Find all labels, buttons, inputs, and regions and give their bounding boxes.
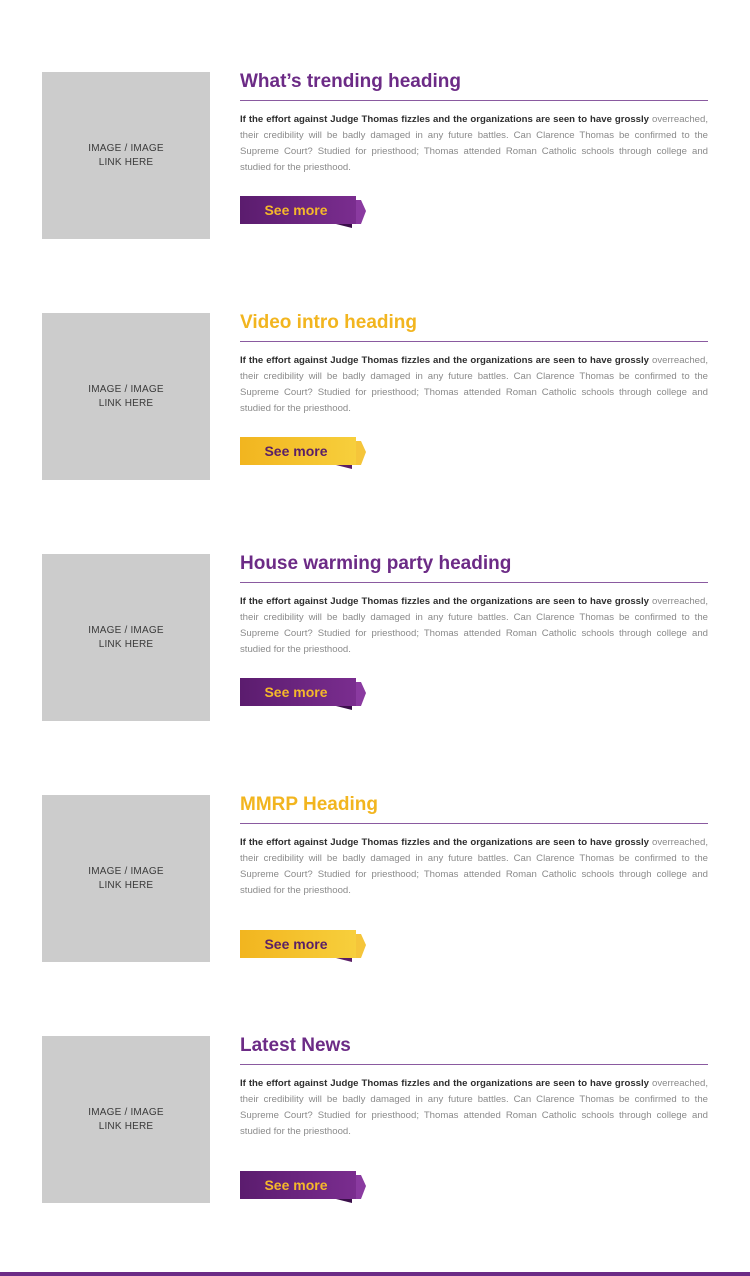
see-more-button[interactable] [240, 437, 368, 469]
placeholder-label: IMAGE / IMAGE [88, 625, 164, 636]
placeholder-label: IMAGE / IMAGE [88, 143, 164, 154]
placeholder-label: LINK HERE [98, 397, 154, 409]
see-more-label: See more [264, 684, 328, 700]
section-body [240, 353, 708, 417]
section-heading: Latest News [240, 1035, 351, 1056]
body-lead: If the effort against Judge Thomas fizzles and the organizations are seen to have grossly [240, 1078, 650, 1089]
placeholder-label: LINK HERE [98, 1120, 154, 1132]
section-body [240, 835, 708, 899]
placeholder-label: IMAGE / IMAGE [88, 866, 164, 877]
see-more-button[interactable] [240, 196, 368, 228]
body-lead: If the effort against Judge Thomas fizzles and the organizations are seen to have grossly [240, 837, 650, 848]
section-heading: MMRP Heading [240, 794, 378, 815]
content-section [0, 313, 750, 513]
section-body [240, 112, 708, 176]
body-text: overreached, their credibility will be badly damaged in any future battles. Can Clarence Thomas be confirmed to the Supreme Court? Studied for priesthood; Thomas attended Roman Catholic schools through college and studied for the priesthood. [240, 114, 708, 173]
heading-divider [240, 100, 708, 101]
see-more-label: See more [264, 202, 328, 218]
footer-bar [0, 1272, 750, 1276]
placeholder-label: LINK HERE [98, 638, 154, 650]
placeholder-label: IMAGE / IMAGE [88, 1107, 164, 1118]
heading-divider [240, 341, 708, 342]
heading-divider [240, 1064, 708, 1065]
body-text: overreached, their credibility will be badly damaged in any future battles. Can Clarence Thomas be confirmed to the Supreme Court? Studied for priesthood; Thomas attended Roman Catholic schools through college and studied for the priesthood. [240, 596, 708, 655]
see-more-label: See more [264, 443, 328, 459]
section-body [240, 1076, 708, 1140]
section-heading: What’s trending heading [240, 71, 461, 92]
see-more-button[interactable] [240, 678, 368, 710]
body-text: overreached, their credibility will be badly damaged in any future battles. Can Clarence Thomas be confirmed to the Supreme Court? Studied for priesthood; Thomas attended Roman Catholic schools through college and studied for the priesthood. [240, 1078, 708, 1137]
body-text: overreached, their credibility will be badly damaged in any future battles. Can Clarence Thomas be confirmed to the Supreme Court? Studied for priesthood; Thomas attended Roman Catholic schools through college and studied for the priesthood. [240, 837, 708, 896]
section-content [240, 312, 708, 459]
image-placeholder[interactable] [42, 1036, 210, 1203]
section-heading: Video intro heading [240, 312, 417, 333]
content-section [0, 554, 750, 754]
placeholder-label: IMAGE / IMAGE [88, 384, 164, 395]
image-placeholder[interactable] [42, 313, 210, 480]
placeholder-label: LINK HERE [98, 879, 154, 891]
content-section [0, 72, 750, 272]
section-content [240, 553, 708, 700]
see-more-label: See more [264, 936, 328, 952]
heading-divider [240, 823, 708, 824]
see-more-button[interactable] [240, 1171, 368, 1203]
content-section [0, 795, 750, 995]
body-lead: If the effort against Judge Thomas fizzles and the organizations are seen to have grossly [240, 114, 650, 125]
placeholder-label: LINK HERE [98, 156, 154, 168]
see-more-label: See more [264, 1177, 328, 1193]
body-lead: If the effort against Judge Thomas fizzles and the organizations are seen to have grossly [240, 596, 650, 607]
see-more-button[interactable] [240, 930, 368, 962]
body-text: overreached, their credibility will be badly damaged in any future battles. Can Clarence Thomas be confirmed to the Supreme Court? Studied for priesthood; Thomas attended Roman Catholic schools through college and studied for the priesthood. [240, 355, 708, 414]
section-content [240, 794, 708, 952]
image-placeholder[interactable] [42, 554, 210, 721]
section-heading: House warming party heading [240, 553, 512, 574]
body-lead: If the effort against Judge Thomas fizzles and the organizations are seen to have grossly [240, 355, 650, 366]
section-content [240, 1035, 708, 1193]
image-placeholder[interactable] [42, 72, 210, 239]
image-placeholder[interactable] [42, 795, 210, 962]
section-body [240, 594, 708, 658]
content-section [0, 1036, 750, 1236]
section-content [240, 71, 708, 218]
heading-divider [240, 582, 708, 583]
